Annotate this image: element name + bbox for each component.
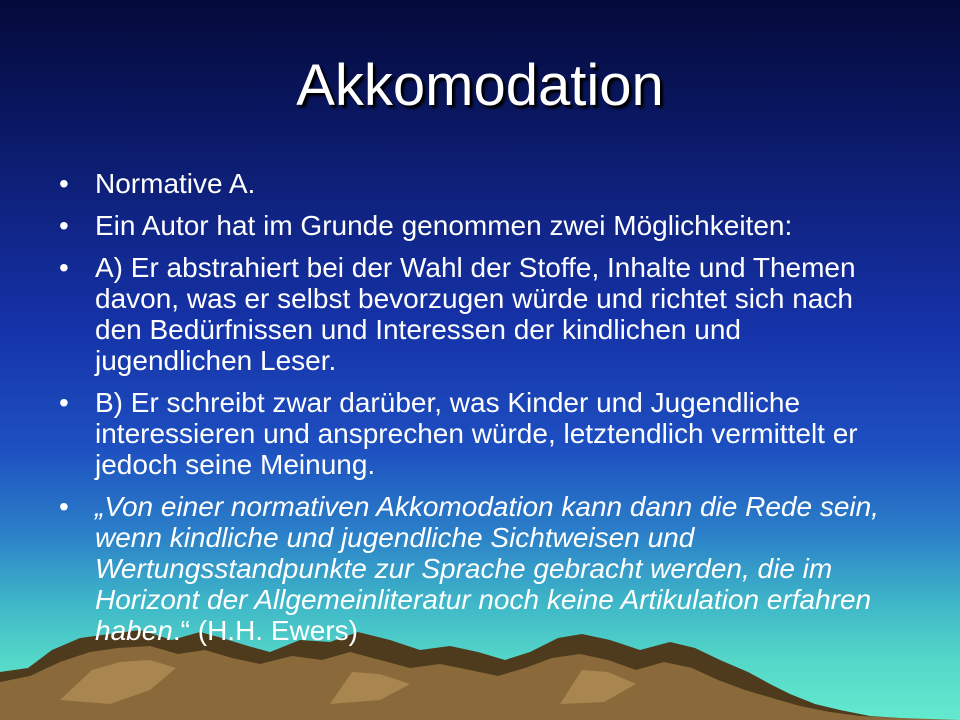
bullet-item [55, 252, 895, 376]
bullet-text: A) Er abstrahiert bei der Wahl der Stoffe, Inhalte und Themen davon, was er selbst bevorzugen würde und richtet sich nach den Bedürfnissen und Interessen der kindlichen und jugendlichen Leser. [95, 252, 856, 376]
bullet-icon: • [59, 387, 69, 418]
bullet-icon: • [59, 252, 69, 283]
bullet-icon: • [59, 210, 69, 241]
slide-title: Akkomodation [296, 53, 664, 118]
bullet-text: Ein Autor hat im Grunde genommen zwei Möglichkeiten: [95, 210, 793, 241]
quote-text: „Von einer normativen Akkomodation kann dann die Rede sein, wenn kindliche und jugendliche Sichtweisen und Wertungsstandpunkte zur Sprache gebracht werden, die im Horizont der Allgemeinliteratur noch keine Artikulation erfahren haben [95, 491, 879, 646]
quote-attribution: .“ (H.H. Ewers) [172, 615, 358, 646]
quote-bullet-item [55, 491, 895, 646]
bullet-item [55, 210, 895, 241]
bullet-icon: • [59, 168, 69, 199]
bullet-icon: • [59, 491, 69, 522]
bullet-text: B) Er schreibt zwar darüber, was Kinder und Jugendliche interessieren und ansprechen würde, letztendlich vermittelt er jedoch seine Meinung. [95, 387, 858, 480]
bullet-text: Normative A. [95, 168, 256, 199]
bullet-item [55, 387, 895, 480]
bullet-item [55, 168, 895, 199]
bullet-list [55, 168, 895, 657]
